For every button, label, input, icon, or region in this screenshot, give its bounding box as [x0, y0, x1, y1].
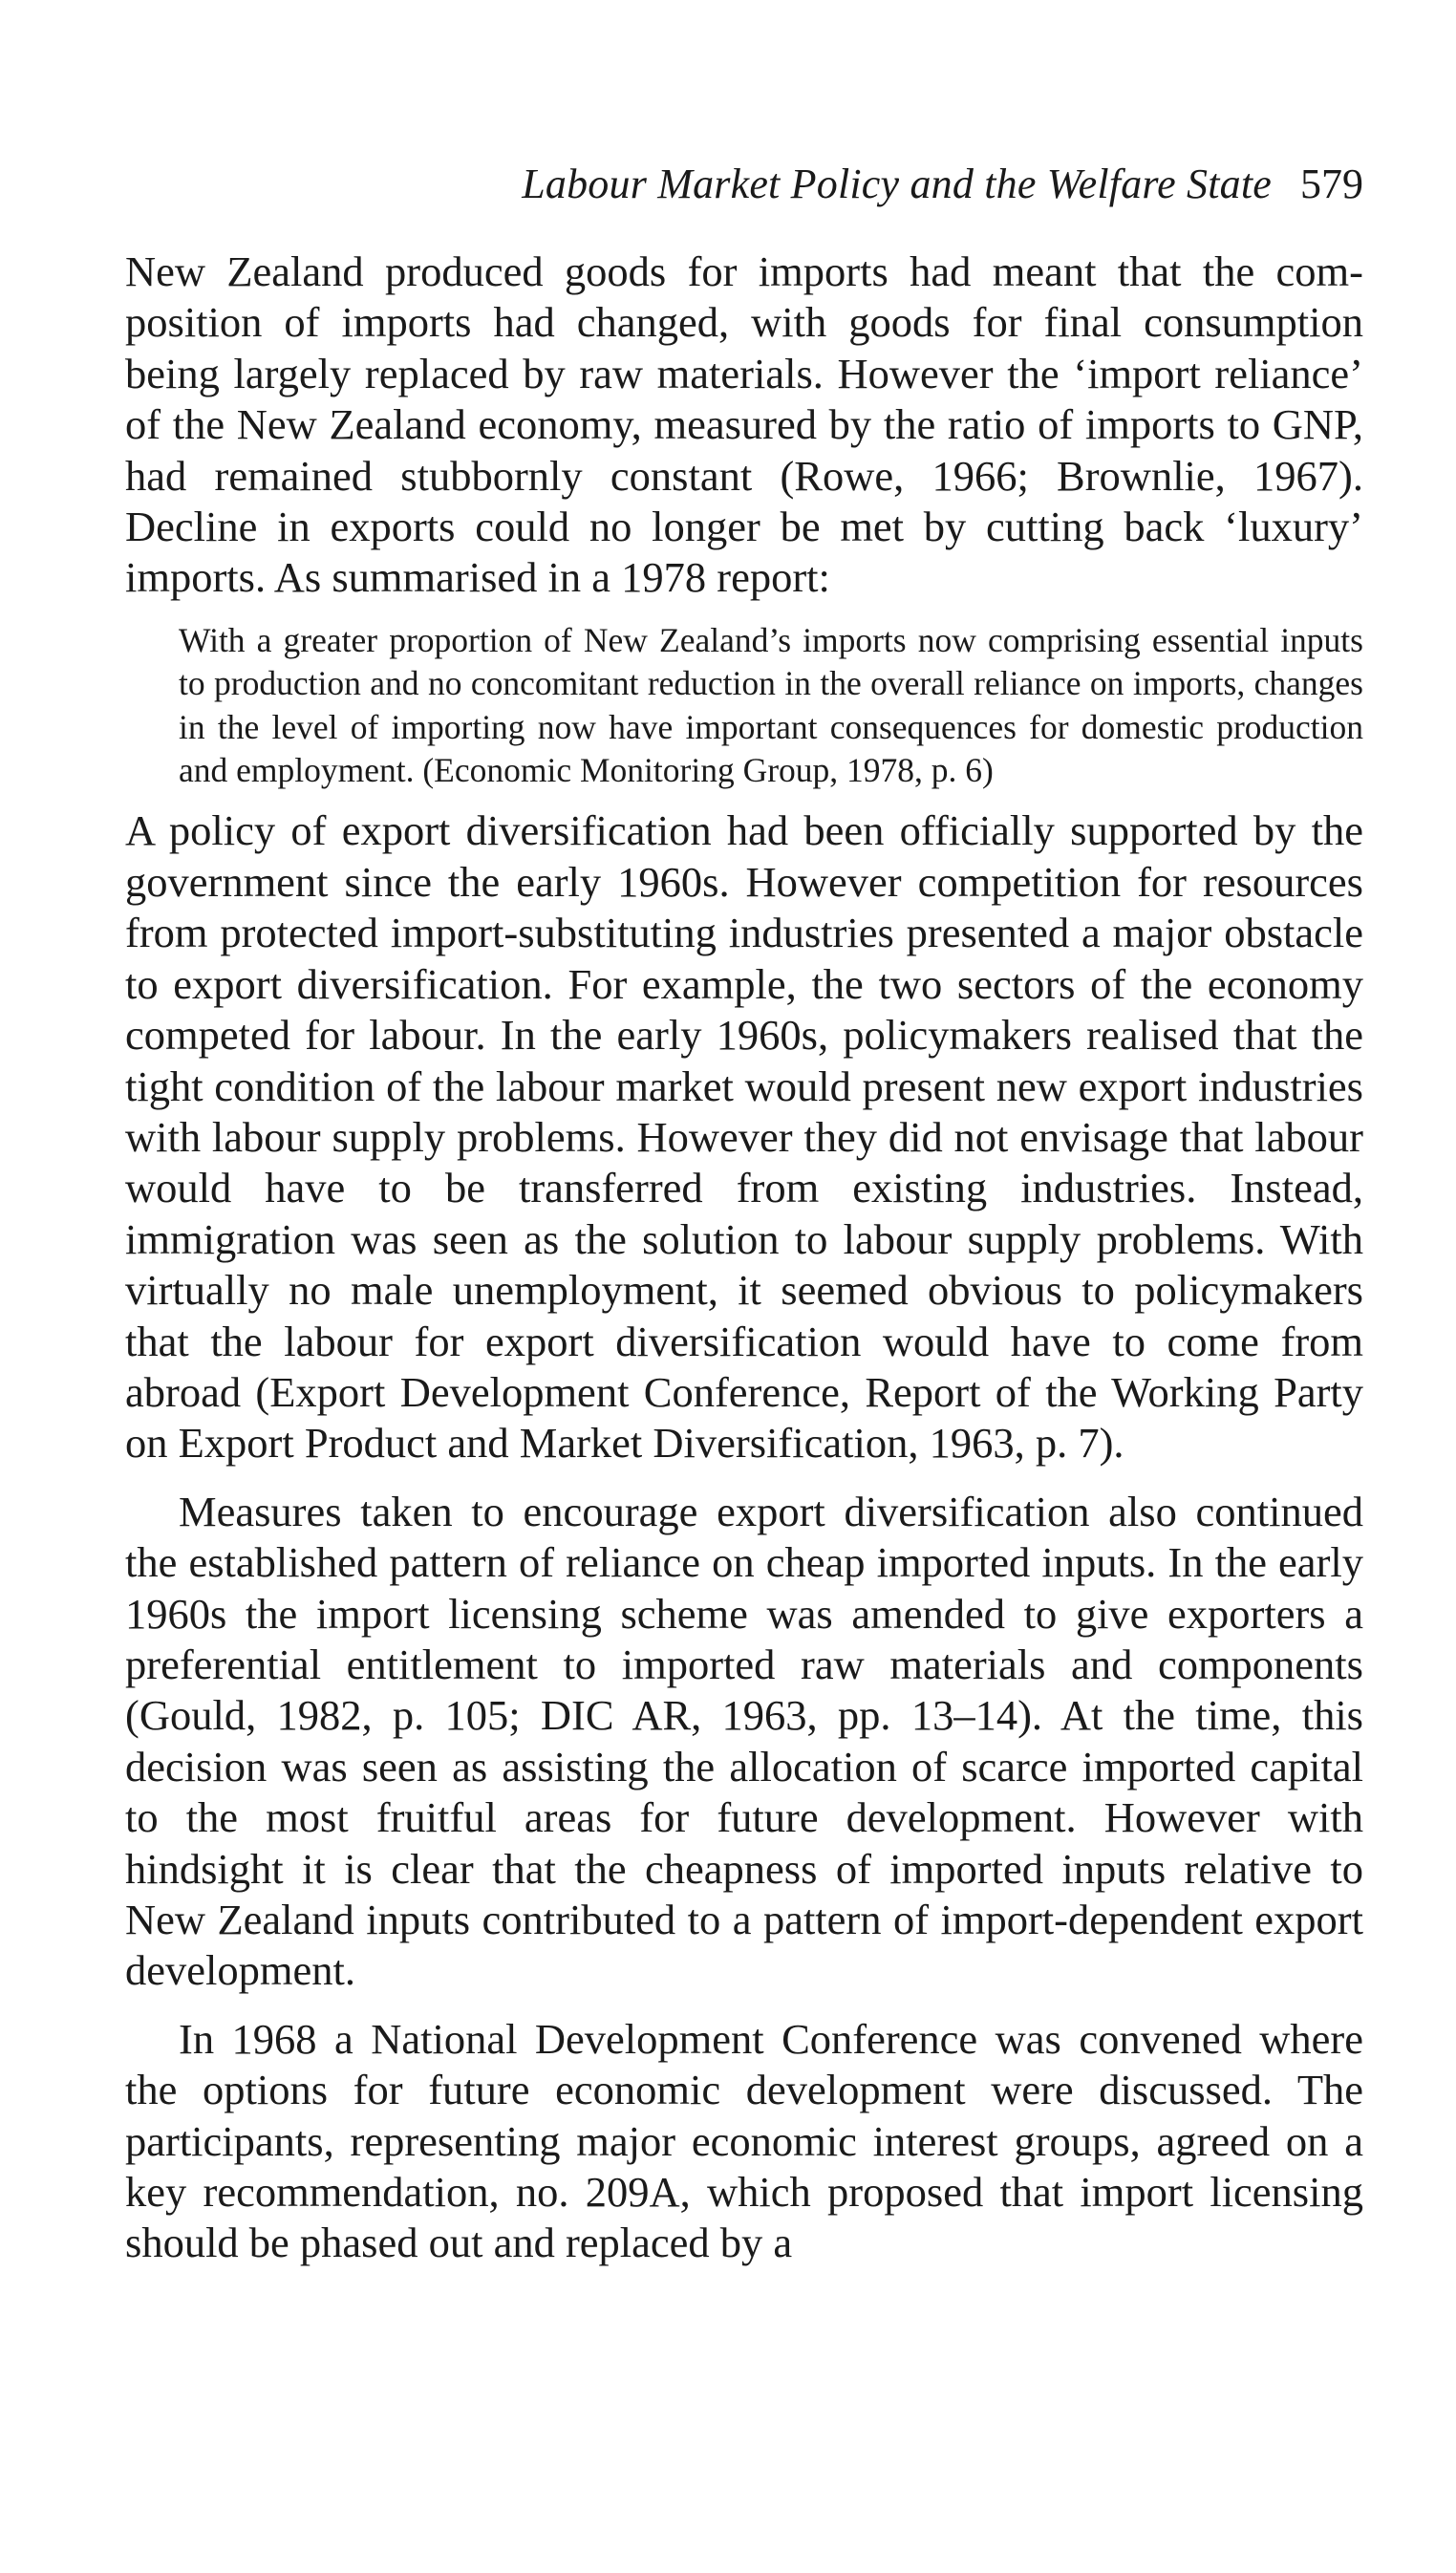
- paragraph-4: In 1968 a National Development Conference was convened where the options for future economic development were discussed. The participants, representing major economic interest groups, agreed on a key recommendation, no. 209A, which proposed that import licensing should be phased out and replaced by a: [125, 2014, 1363, 2267]
- running-head: [125, 158, 1363, 211]
- paragraph-3: Measures taken to encourage export diversification also continued the established pattern of reliance on cheap imported inputs. In the early 1960s the import licensing scheme was amended to give exporters a preferential entitlement to imported raw materials and components (Gould, 1982, p. 105; DIC AR, 1963, pp. 13–14). At the time, this decision was seen as assisting the allocation of scarce imported capital to the most fruitful areas for future development. However with hindsight it is clear that the cheapness of imported inputs relative to New Zealand inputs contributed to a pattern of import-dependent export development.: [125, 1487, 1363, 1995]
- running-head-title: Labour Market Policy and the Welfare State: [522, 161, 1272, 207]
- paragraph-2: A policy of export diversification had been officially supported by the government since the early 1960s. However competition for resources from protected import-substituting industries presented a major obstacle to export diversification. For example, the two sectors of the economy competed for labour. In the early 1960s, policymakers realised that the tight condition of the labour market would present new export industries with labour supply problems. However they did not envisage that labour would have to be transferred from existing industries. Instead, immigration was seen as the solution to labour supply problems. With virtually no male unemployment, it seemed obvious to policymakers that the labour for export diversification would have to come from abroad (Export Development Conference, Report of the Working Party on Export Product and Market Diversification, 1963, p. 7).: [125, 806, 1363, 1468]
- block-quote: With a greater proportion of New Zealand’s imports now comprising essential inputs to production and no concomitant reduction in the overall reliance on imports, changes in the level of importing now have important consequences for domestic production and employment. (Economic Monitoring Group, 1978, p. 6): [179, 620, 1363, 790]
- body-text: [125, 247, 1363, 2269]
- paragraph-1: New Zealand produced goods for imports had meant that the composition of imports had changed, with goods for final consumption being largely replaced by raw materials. However the ‘import reliance’ of the New Zealand economy, measured by the ratio of imports to GNP, had remained stubbornly constant (Rowe, 1966; Brownlie, 1967). Decline in exports could no longer be met by cutting back ‘luxury’ imports. As summarised in a 1978 report:: [125, 247, 1363, 602]
- page-number: 579: [1300, 161, 1363, 207]
